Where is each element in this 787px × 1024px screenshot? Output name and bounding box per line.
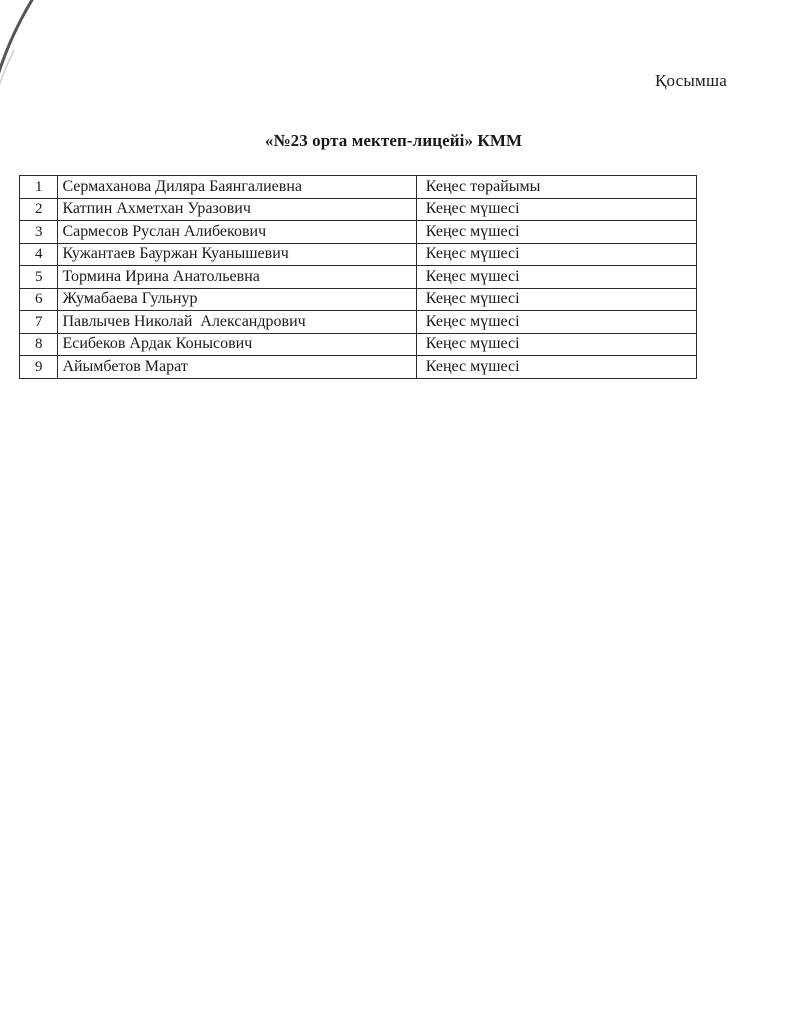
member-name: Жумабаева Гульнур	[58, 288, 416, 311]
row-number: 9	[20, 356, 58, 379]
member-role: Кеңес мүшесі	[416, 333, 696, 356]
member-name: Тормина Ирина Анатольевна	[58, 266, 416, 289]
member-role: Кеңес мүшесі	[416, 198, 696, 221]
member-name: Есибеков Ардак Конысович	[58, 333, 416, 356]
table-row	[20, 288, 697, 311]
scan-edge-mark	[0, 0, 34, 110]
member-name: Катпин Ахметхан Уразович	[58, 198, 416, 221]
table-row	[20, 356, 697, 379]
member-name: Айымбетов Марат	[58, 356, 416, 379]
member-name: Павлычев Николай Александрович	[58, 311, 416, 334]
member-role: Кеңес мүшесі	[416, 356, 696, 379]
document-title: «№23 орта мектеп-лицейі» КММ	[264, 131, 523, 150]
member-role: Кеңес мүшесі	[416, 288, 696, 311]
member-role: Кеңес мүшесі	[416, 311, 696, 334]
appendix-label: Қосымша	[654, 71, 727, 90]
row-number: 4	[20, 243, 58, 266]
table-row	[20, 266, 697, 289]
row-number: 8	[20, 333, 58, 356]
row-number: 6	[20, 288, 58, 311]
member-name: Кужантаев Бауржан Куанышевич	[58, 243, 416, 266]
table-row	[20, 243, 697, 266]
table-row	[20, 333, 697, 356]
table-row	[20, 311, 697, 334]
member-name: Сермаханова Диляра Баянгалиевна	[58, 176, 416, 199]
row-number: 7	[20, 311, 58, 334]
table-row	[20, 221, 697, 244]
member-role: Кеңес мүшесі	[416, 243, 696, 266]
member-role: Кеңес төрайымы	[416, 176, 696, 199]
row-number: 3	[20, 221, 58, 244]
row-number: 5	[20, 266, 58, 289]
member-role: Кеңес мүшесі	[416, 221, 696, 244]
row-number: 1	[20, 176, 58, 199]
member-name: Сармесов Руслан Алибекович	[58, 221, 416, 244]
council-members-table	[19, 175, 697, 379]
row-number: 2	[20, 198, 58, 221]
table-row	[20, 198, 697, 221]
member-role: Кеңес мүшесі	[416, 266, 696, 289]
table-row	[20, 176, 697, 199]
